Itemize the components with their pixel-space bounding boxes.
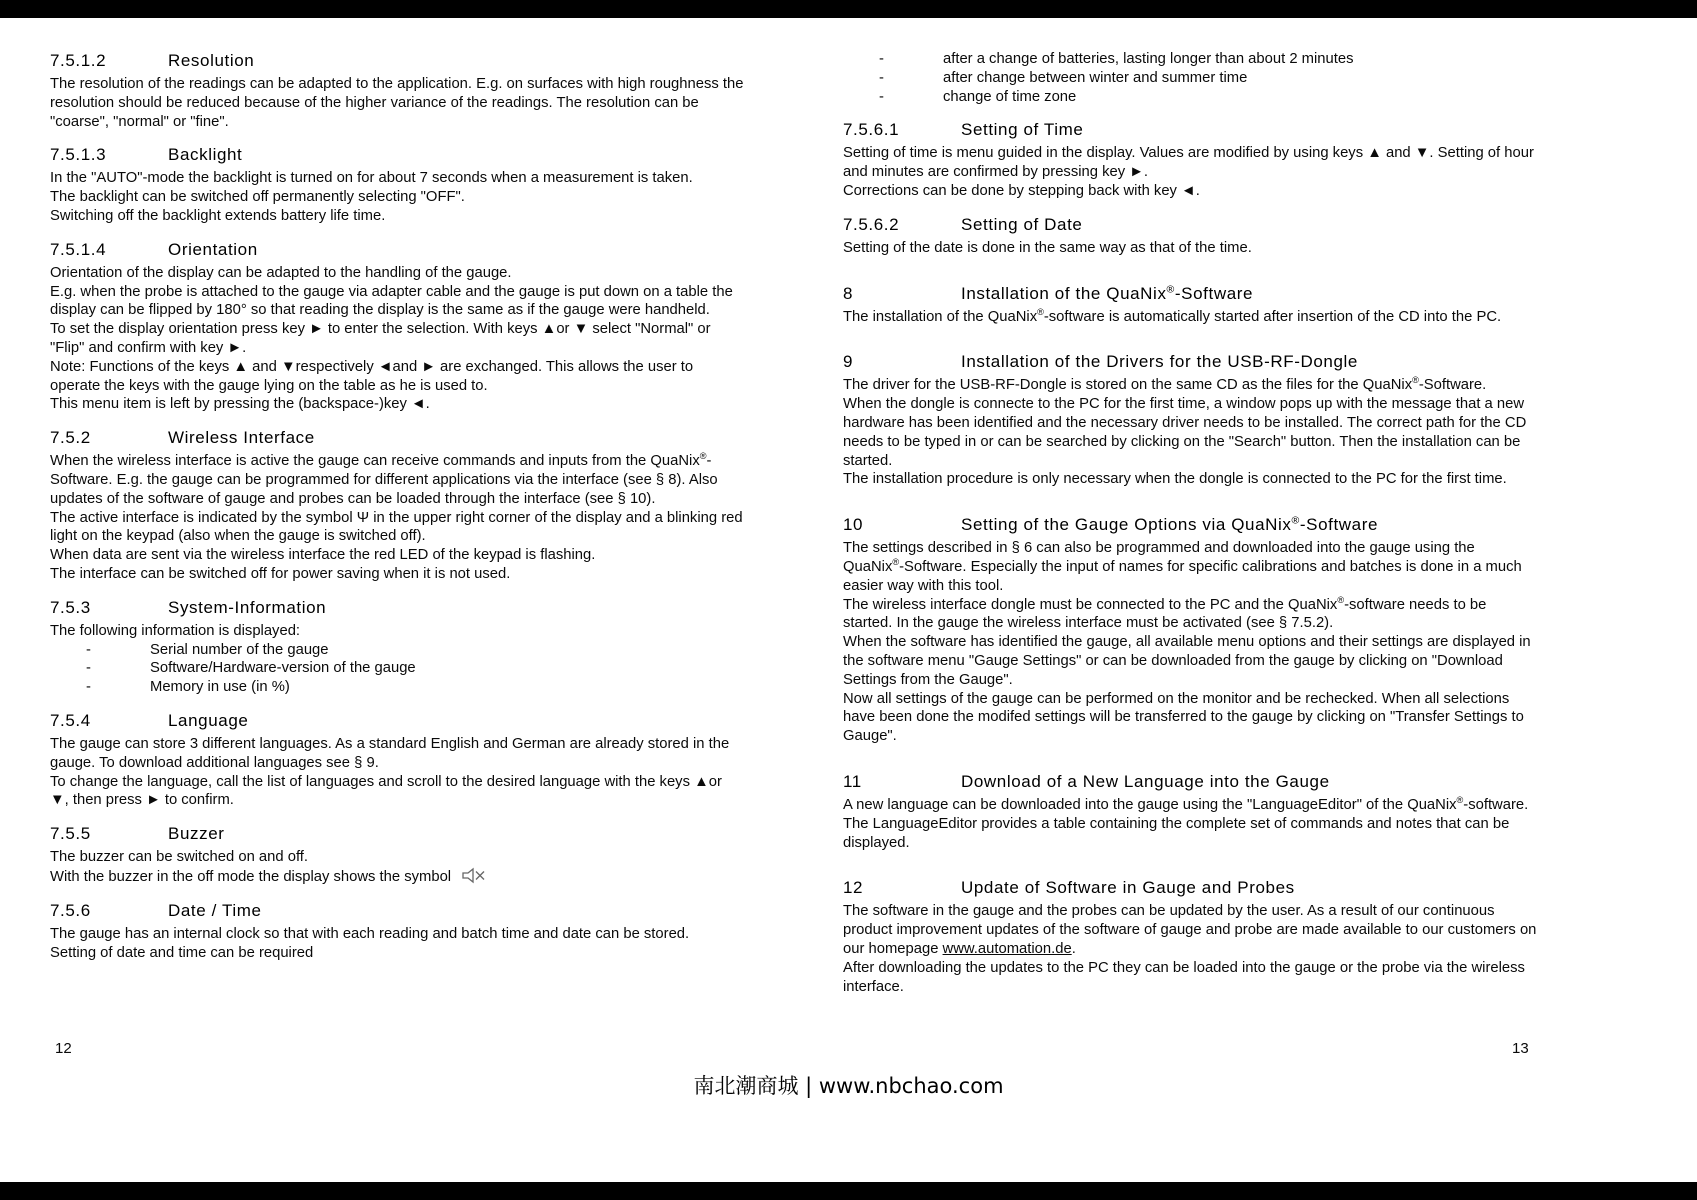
bullet-dash: -: [86, 660, 91, 677]
sections-container-left: [50, 50, 744, 962]
watermark-footer: [0, 1070, 1697, 1100]
section-heading: [50, 900, 744, 921]
bullet-dash: -: [86, 641, 91, 658]
bullet-dash: -: [879, 88, 884, 105]
section-number: 7.5.6.2: [843, 214, 900, 234]
registered-trademark-sup: ®: [1337, 594, 1345, 605]
paragraph: The following information is displayed:: [50, 622, 301, 639]
section-number: 7.5.3: [50, 597, 91, 617]
section-number: 7.5.6.1: [843, 120, 900, 140]
paragraph: When the dongle is connecte to the PC for the first time, a window pops up with the message that a new hardware has been identified and the necessary driver needs to be installed. The correct path for the CD needs to be typed in or can be searched by clicking on the "Search" button. Then the installation can be started.: [843, 396, 1527, 469]
paragraph: This menu item is left by pressing the (backspace-)key ◄.: [50, 396, 430, 413]
section-title: Orientation: [168, 239, 258, 259]
bullet-dash: -: [879, 69, 884, 86]
section-number: 9: [843, 352, 854, 372]
section-title: Wireless Interface: [168, 428, 315, 448]
bullet-text: Memory in use (in %): [150, 679, 290, 696]
paragraph: The installation of the QuaNix®-software is automatically started after insertion of the CD into the PC.: [843, 306, 1502, 325]
section-number: 7.5.1.2: [50, 51, 107, 70]
section-title: Buzzer: [168, 824, 225, 844]
paragraph: In the "AUTO"-mode the backlight is turned on for about 7 seconds when a measurement is taken.: [50, 170, 693, 187]
paragraph: Setting of date and time can be required: [50, 944, 314, 961]
bullet-text: after a change of batteries, lasting longer than about 2 minutes: [943, 51, 1354, 67]
homepage-link[interactable]: www.automation.de: [942, 940, 1072, 957]
section-heading: [843, 214, 1537, 235]
bullet-item: [843, 50, 1537, 69]
bullet-text: Serial number of the gauge: [150, 641, 329, 658]
section-number: 7.5.4: [50, 710, 91, 730]
paragraph: To change the language, call the list of languages and scroll to the desired language with the keys ▲or ▼, then press ► to confirm.: [50, 773, 722, 809]
letterbox-top-bar: [0, 0, 1697, 18]
paragraph: When the wireless interface is active the gauge can receive commands and inputs from the QuaNix®-Software. E.g. the gauge can be programmed for different applications via the interface (see § 8). Also updates of the software of gauge and probes can be loaded through the interface (see § 10).: [50, 451, 718, 507]
paragraph: A new language can be downloaded into the gauge using the "LanguageEditor" of the QuaNix®-software.: [843, 795, 1529, 813]
paragraph: The interface can be switched off for power saving when it is not used.: [50, 565, 511, 582]
paragraph: The LanguageEditor provides a table containing the complete set of commands and notes that can be displayed.: [843, 815, 1510, 851]
section-title: Installation of the Drivers for the USB-RF-Dongle: [961, 352, 1358, 372]
section-10: [843, 514, 1537, 746]
paragraph: The gauge has an internal clock so that with each reading and batch time and date can be stored.: [50, 925, 690, 942]
manual-page-left: [50, 50, 744, 962]
section-7.5.6.1: [843, 119, 1537, 200]
section-heading: [843, 351, 1537, 372]
paragraph: The installation procedure is only necessary when the dongle is connected to the PC for the first time.: [843, 471, 1507, 488]
bullet-item: [50, 641, 744, 660]
paragraph: When data are sent via the wireless interface the red LED of the keypad is flashing.: [50, 547, 596, 564]
paragraph: When the software has identified the gauge, all available menu options and their settings are displayed in the software menu "Gauge Settings" or can be downloaded from the gauge by clicking on "Download Settings from the Gauge".: [843, 634, 1531, 688]
section-number: 8: [843, 283, 854, 303]
section-number: 7.5.6: [50, 900, 91, 920]
paragraph: The gauge can store 3 different languages. As a standard English and German are already stored in the gauge. To download additional languages see § 9.: [50, 735, 730, 771]
bullet-text: Software/Hardware-version of the gauge: [150, 660, 416, 677]
section-title: Date / Time: [168, 900, 262, 920]
bullet-dash: -: [86, 679, 91, 696]
section-title: Installation of the QuaNix®-Software: [961, 282, 1254, 303]
paragraph: Corrections can be done by stepping back with key ◄.: [843, 182, 1200, 199]
paragraph: Setting of time is menu guided in the display. Values are modified by using keys ▲ and ▼. Setting of hour and minutes are confirmed by pressing key ►.: [843, 145, 1534, 181]
buzzer-off-icon: [461, 867, 487, 884]
registered-trademark-sup: ®: [892, 557, 900, 568]
section-title: Setting of Time: [961, 120, 1084, 140]
registered-trademark-sup: ®: [1412, 375, 1419, 386]
section-title: Language: [168, 710, 249, 730]
paragraph: Switching off the backlight extends battery life time.: [50, 207, 386, 224]
paragraph: To set the display orientation press key ► to enter the selection. With keys ▲or ▼ select "Normal" or "Flip" and confirm with key ►.: [50, 321, 711, 356]
section-7.5.1.2: [50, 50, 744, 131]
registered-trademark-sup: ®: [1456, 795, 1464, 805]
section-7.5.4: [50, 710, 744, 810]
section-number: 10: [843, 515, 864, 535]
section-heading: [843, 877, 1537, 898]
watermark-text: 南北潮商城 | www.nbchao.com: [693, 1074, 1004, 1098]
section-7.5.1.4: [50, 239, 744, 414]
page-number-left: 12: [55, 1040, 72, 1057]
paragraph: The active interface is indicated by the symbol Ψ in the upper right corner of the display and a blinking red light on the keypad (also when the gauge is switched off).: [50, 509, 743, 545]
section-7.5.1.3: [50, 144, 744, 225]
section-heading: [50, 710, 744, 731]
section-number: 12: [843, 878, 864, 898]
paragraph: The settings described in § 6 can also be programmed and downloaded into the gauge using the QuaNix®-Software. Especially the input of names for specific calibrations and batches is done in a much easier way with this tool.: [843, 540, 1522, 594]
section-heading: [50, 823, 744, 844]
paragraph: Setting of the date is done in the same way as that of the time.: [843, 239, 1252, 256]
section-title: Update of Software in Gauge and Probes: [961, 878, 1295, 898]
paragraph: The wireless interface dongle must be connected to the PC and the QuaNix®-software needs to be started. In the gauge the wireless interface must be activated (see § 7.5.2).: [843, 594, 1487, 632]
section-heading: [50, 144, 744, 165]
section-heading: [50, 239, 744, 260]
section-heading: [843, 514, 1537, 535]
registered-trademark-sup: ®: [1291, 514, 1300, 527]
section-number: 7.5.1.4: [50, 239, 107, 259]
paragraph: The buzzer can be switched on and off.: [50, 849, 309, 866]
letterbox-bottom-bar: [0, 1182, 1697, 1200]
section-7.5.2: [50, 427, 744, 584]
paragraph: The software in the gauge and the probes can be updated by the user. As a result of our continuous product improvement updates of the software of gauge and probe are made available to our customers on our homepage www.automation.de.: [843, 903, 1537, 957]
bullet-text: change of time zone: [943, 88, 1077, 105]
paragraph: After downloading the updates to the PC they can be loaded into the gauge or the probe via the wireless interface.: [843, 959, 1525, 995]
manual-page-right: [843, 50, 1537, 996]
registered-trademark-sup: ®: [1166, 282, 1175, 295]
section-title: Download of a New Language into the Gauge: [961, 771, 1330, 791]
section-heading: [843, 283, 1537, 304]
section-heading: [50, 50, 744, 71]
section-7.5.3: [50, 597, 744, 697]
paragraph: Orientation of the display can be adapted to the handling of the gauge.: [50, 264, 512, 281]
section-title: Setting of the Gauge Options via QuaNix®-Software: [961, 514, 1379, 535]
paragraph: The driver for the USB-RF-Dongle is stored on the same CD as the files for the QuaNix®-Software.: [843, 375, 1487, 394]
section-7.5.5: [50, 823, 744, 887]
section-heading: [50, 597, 744, 618]
section-12: [843, 877, 1537, 996]
sections-container-right: [843, 50, 1537, 996]
registered-trademark-sup: ®: [1037, 306, 1044, 317]
section-title: Resolution: [168, 51, 255, 70]
bullet-item: [50, 678, 744, 697]
section-continuation: [843, 50, 1537, 106]
section-7.5.6: [50, 900, 744, 963]
section-number: 7.5.5: [50, 824, 91, 844]
paragraph: Note: Functions of the keys ▲ and ▼respectively ◄and ► are exchanged. This allows the user to operate the keys with the gauge lying on the table as he is used to.: [50, 358, 694, 394]
paragraph: The resolution of the readings can be adapted to the application. E.g. on surfaces with high roughness the resolution should be reduced because of the higher variance of the readings. The resolution can be "coarse", "normal" or "fine".: [50, 76, 744, 130]
paragraph: Now all settings of the gauge can be performed on the monitor and be rechecked. When all selections have been done the modifed settings will be transferred to the gauge by clicking on "Transfer Settings to Gauge".: [843, 690, 1524, 745]
section-number: 7.5.1.3: [50, 145, 107, 165]
bullet-list: [50, 641, 744, 697]
section-11: [843, 771, 1537, 852]
section-heading: [843, 119, 1537, 140]
bullet-item: [843, 69, 1537, 88]
bullet-text: after change between winter and summer time: [943, 69, 1248, 86]
bullet-list: [843, 50, 1537, 106]
section-title: Backlight: [168, 145, 243, 165]
paragraph: The backlight can be switched off permanently selecting "OFF".: [50, 189, 465, 206]
bullet-item: [843, 88, 1537, 107]
paragraph: With the buzzer in the off mode the display shows the symbol: [50, 867, 744, 887]
paragraph: E.g. when the probe is attached to the gauge via adapter cable and the gauge is put down on a table the display can be flipped by 180° so that reading the display is the same as if the gauge were handheld.: [50, 283, 733, 319]
page-number-right: 13: [1512, 1040, 1529, 1057]
section-title: System-Information: [168, 597, 327, 617]
registered-trademark-sup: ®: [699, 451, 707, 462]
bullet-dash: -: [879, 51, 884, 67]
bullet-item: [50, 659, 744, 678]
section-number: 11: [843, 771, 862, 791]
section-title: Setting of Date: [961, 214, 1083, 234]
section-number: 7.5.2: [50, 428, 91, 448]
section-heading: [843, 771, 1537, 792]
section-heading: [50, 427, 744, 448]
section-7.5.6.2: [843, 214, 1537, 258]
section-9: [843, 351, 1537, 489]
section-8: [843, 283, 1537, 327]
